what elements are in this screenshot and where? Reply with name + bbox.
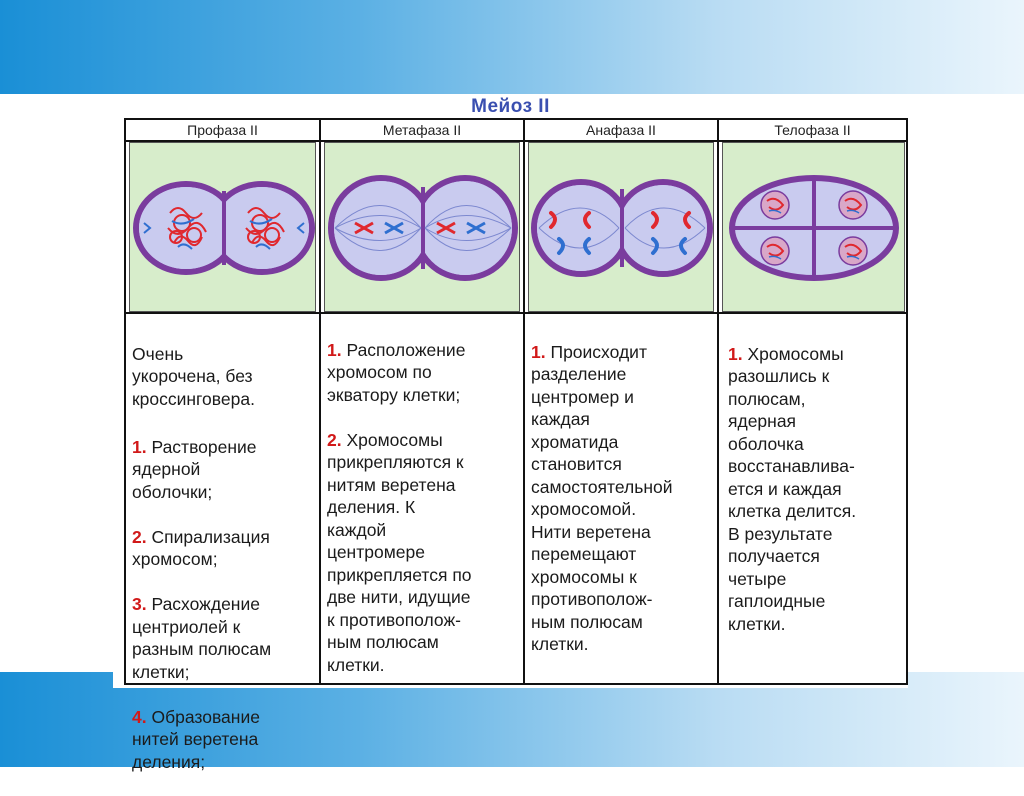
list-item bbox=[132, 706, 318, 774]
slide bbox=[113, 94, 908, 772]
header-anaphase: Анафаза II bbox=[586, 122, 656, 138]
item-text: Спирализация хромосом; bbox=[132, 526, 270, 569]
item-number: 1. bbox=[327, 339, 342, 360]
item-number: 1. bbox=[132, 436, 147, 457]
item-number: 1. bbox=[531, 341, 546, 362]
header-metaphase: Метафаза II bbox=[382, 122, 462, 138]
item-text: Расположение хромосом по экватору клетки; bbox=[327, 339, 466, 405]
list-item bbox=[132, 526, 318, 571]
list-item bbox=[327, 339, 523, 407]
column-divider bbox=[523, 120, 525, 683]
header-prophase: Профаза II bbox=[187, 122, 258, 138]
item-number: 1. bbox=[728, 343, 743, 364]
metaphase-cell bbox=[331, 178, 515, 278]
header-telophase: Телофаза II bbox=[774, 122, 851, 138]
meiosis-table bbox=[124, 118, 908, 772]
page-title: Мейоз II bbox=[471, 96, 550, 117]
item-text: Растворение ядерной оболочки; bbox=[132, 436, 257, 502]
item-text: Образование нитей веретена деления; bbox=[132, 706, 260, 772]
telophase-description bbox=[728, 320, 906, 658]
list-item bbox=[132, 593, 318, 683]
metaphase-description bbox=[327, 316, 523, 699]
prophase-intro: Очень укорочена, без кроссинговера. bbox=[132, 343, 255, 409]
list-item bbox=[132, 436, 318, 504]
prophase-description bbox=[132, 320, 318, 796]
item-text: Происходит разделение центромер и каждая хроматида становится самостоятельной хромосомой. Нити веретена перемещают хромосомы к противополож- ным полюсам клетки. bbox=[531, 341, 673, 654]
item-text: Расхождение центриолей к разным полюсам клетки; bbox=[132, 594, 272, 682]
item-number: 3. bbox=[132, 594, 147, 614]
list-item bbox=[531, 341, 717, 656]
top-gradient-band bbox=[0, 0, 1024, 94]
prophase-illustration bbox=[129, 142, 316, 312]
prophase-cell bbox=[136, 184, 312, 272]
telophase-cell bbox=[732, 178, 896, 278]
anaphase-cell bbox=[534, 182, 710, 274]
item-number: 2. bbox=[132, 526, 147, 547]
item-text: Хромосомы разошлись к полюсам, ядерная оболочка восстанавлива- ется и каждая клетка делится. В результате получается четыре гаплоидные клетки. bbox=[728, 343, 857, 634]
list-item bbox=[728, 343, 906, 636]
column-divider bbox=[717, 120, 719, 683]
anaphase-illustration bbox=[528, 142, 714, 312]
anaphase-description bbox=[531, 318, 717, 678]
telophase-illustration bbox=[722, 142, 905, 312]
column-divider bbox=[319, 120, 321, 683]
list-item bbox=[327, 429, 523, 677]
metaphase-illustration bbox=[324, 142, 520, 312]
item-text: Хромосомы прикрепляются к нитям веретена деления. К каждой центромере прикрепляется по две нити, идущие к противополож- ным полюсам клетки. bbox=[327, 429, 472, 675]
item-number: 2. bbox=[327, 429, 342, 450]
item-number: 4. bbox=[132, 706, 147, 727]
